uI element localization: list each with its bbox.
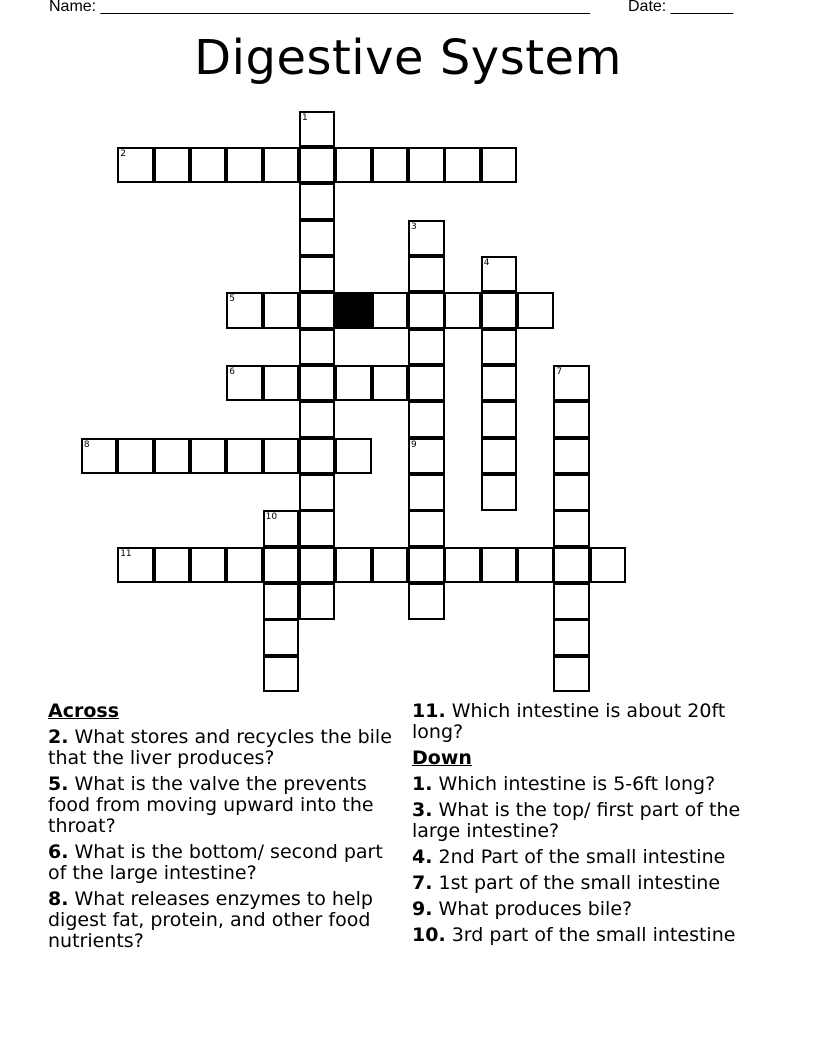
grid-cell[interactable] (299, 365, 336, 402)
grid-cell[interactable] (481, 547, 518, 584)
grid-cell[interactable] (408, 329, 445, 366)
grid-cell[interactable] (263, 438, 300, 475)
clue-number-label: 7 (556, 366, 563, 377)
clue-text: What is the bottom/ second part of the large intestine? (48, 841, 383, 884)
clue-number: 6. (48, 841, 69, 863)
clue-text: What stores and recycles the bile that the liver produces? (48, 726, 392, 769)
grid-cell[interactable] (117, 438, 154, 475)
grid-cell[interactable] (553, 401, 590, 438)
grid-cell[interactable] (408, 256, 445, 293)
grid-cell[interactable] (517, 292, 554, 329)
grid-cell[interactable] (481, 438, 518, 475)
grid-cell[interactable] (299, 474, 336, 511)
grid-cell[interactable] (81, 438, 118, 475)
grid-cell[interactable] (263, 583, 300, 620)
grid-cell[interactable] (263, 547, 300, 584)
grid-cell[interactable] (299, 147, 336, 184)
grid-cell[interactable] (444, 547, 481, 584)
grid-cell[interactable] (335, 438, 372, 475)
clue-down-1 (412, 774, 772, 795)
grid-cell[interactable] (408, 438, 445, 475)
grid-cell[interactable] (408, 583, 445, 620)
grid-cell[interactable] (444, 292, 481, 329)
grid-cell[interactable] (299, 183, 336, 220)
grid-cell[interactable] (517, 547, 554, 584)
grid-cell[interactable] (263, 292, 300, 329)
grid-cell[interactable] (481, 147, 518, 184)
clue-across-11 (412, 701, 772, 743)
grid-cell[interactable] (299, 547, 336, 584)
clue-across-6 (48, 842, 398, 884)
grid-cell[interactable] (553, 547, 590, 584)
grid-cell[interactable] (263, 365, 300, 402)
clue-text: 3rd part of the small intestine (451, 924, 736, 946)
clue-down-3 (412, 800, 772, 842)
grid-cell[interactable] (190, 438, 227, 475)
grid-cell[interactable] (154, 147, 191, 184)
grid-cell[interactable] (299, 256, 336, 293)
clue-down-7 (412, 873, 772, 894)
grid-cell[interactable] (335, 547, 372, 584)
clue-number: 7. (412, 872, 433, 894)
clues-column-right (412, 701, 772, 951)
grid-cell[interactable] (481, 401, 518, 438)
clue-number-label: 2 (120, 148, 126, 159)
grid-cell[interactable] (408, 401, 445, 438)
clue-across-5 (48, 774, 398, 837)
clue-across-8 (48, 889, 398, 952)
grid-cell[interactable] (299, 438, 336, 475)
grid-cell[interactable] (299, 401, 336, 438)
grid-cell[interactable] (226, 438, 263, 475)
puzzle-title: Digestive System (194, 30, 622, 86)
grid-cell[interactable] (408, 547, 445, 584)
grid-cell[interactable] (117, 547, 154, 584)
across-heading: Across (48, 700, 120, 722)
clue-down-4 (412, 847, 772, 868)
clue-number: 10. (412, 924, 446, 946)
grid-cell[interactable] (226, 147, 263, 184)
grid-cell[interactable] (553, 583, 590, 620)
grid-cell[interactable] (117, 147, 154, 184)
grid-cell[interactable] (481, 292, 518, 329)
grid-cell[interactable] (553, 438, 590, 475)
grid-cell[interactable] (154, 547, 191, 584)
grid-cell[interactable] (481, 474, 518, 511)
grid-cell[interactable] (226, 547, 263, 584)
grid-cell[interactable] (299, 583, 336, 620)
grid-cell[interactable] (226, 292, 263, 329)
grid-cell[interactable] (553, 619, 590, 656)
grid-cell[interactable] (553, 510, 590, 547)
grid-cell[interactable] (481, 329, 518, 366)
grid-cell[interactable] (335, 365, 372, 402)
grid-cell[interactable] (263, 619, 300, 656)
name-field-label: Name: _______________________________________________________ (49, 0, 590, 15)
grid-cell[interactable] (553, 474, 590, 511)
grid-cell[interactable] (553, 656, 590, 693)
clue-number-label: 9 (411, 439, 417, 450)
clue-text: What produces bile? (438, 898, 633, 920)
clue-number-label: 8 (83, 439, 90, 450)
grid-cell[interactable] (263, 656, 300, 693)
clue-number-label: 6 (229, 366, 235, 377)
date-field-label: Date: _______ (628, 0, 733, 15)
grid-cell[interactable] (263, 147, 300, 184)
grid-cell[interactable] (299, 510, 336, 547)
clue-text: What is the top/ first part of the large intestine? (412, 799, 741, 842)
grid-cell[interactable] (299, 220, 336, 257)
clue-text: What releases enzymes to help digest fat, protein, and other food nutrients? (48, 888, 373, 952)
clue-text: Which intestine is 5-6ft long? (438, 773, 716, 795)
clue-text: Which intestine is about 20ft long? (412, 700, 726, 743)
clues-column-left (48, 701, 398, 957)
clue-number: 5. (48, 773, 69, 795)
grid-cell[interactable] (190, 147, 227, 184)
clue-number-label: 1 (301, 112, 308, 123)
clue-number: 4. (412, 846, 433, 868)
clue-number: 8. (48, 888, 69, 910)
grid-cell[interactable] (408, 220, 445, 257)
grid-cell[interactable] (263, 510, 300, 547)
clue-text: 1st part of the small intestine (438, 872, 721, 894)
grid-cell[interactable] (408, 474, 445, 511)
grid-cell[interactable] (299, 292, 336, 329)
clue-text: What is the valve the prevents food from moving upward into the throat? (48, 773, 374, 837)
grid-cell[interactable] (372, 292, 409, 329)
down-heading: Down (412, 747, 472, 769)
grid-cell[interactable] (299, 329, 336, 366)
clue-number: 3. (412, 799, 433, 821)
clue-number-label: 3 (411, 221, 417, 232)
grid-cell[interactable] (444, 147, 481, 184)
grid-cell[interactable] (481, 365, 518, 402)
grid-cell[interactable] (553, 365, 590, 402)
clue-number: 11. (412, 700, 446, 722)
grid-cell[interactable] (372, 547, 409, 584)
grid-cell[interactable] (226, 365, 263, 402)
grid-cell[interactable] (408, 147, 445, 184)
clue-text: 2nd Part of the small intestine (438, 846, 726, 868)
grid-cell[interactable] (154, 438, 191, 475)
grid-cell[interactable] (335, 147, 372, 184)
grid-cell[interactable] (372, 365, 409, 402)
grid-cell[interactable] (299, 111, 336, 148)
clue-number: 9. (412, 898, 433, 920)
clue-number: 1. (412, 773, 433, 795)
grid-cell[interactable] (372, 147, 409, 184)
grid-cell[interactable] (481, 256, 518, 293)
clue-down-10 (412, 925, 772, 946)
clue-number-label: 5 (229, 294, 235, 305)
grid-cell[interactable] (190, 547, 227, 584)
grid-cell[interactable] (408, 365, 445, 402)
grid-cell[interactable] (408, 510, 445, 547)
grid-cell[interactable] (408, 292, 445, 329)
clue-across-2 (48, 727, 398, 769)
clue-down-9 (412, 899, 772, 920)
clue-number: 2. (48, 726, 69, 748)
clue-number-label: 4 (483, 257, 490, 268)
clue-number-label: 10 (265, 512, 278, 523)
grid-cell[interactable] (590, 547, 627, 584)
black-square (335, 292, 372, 329)
clue-number-label: 11 (120, 548, 132, 559)
